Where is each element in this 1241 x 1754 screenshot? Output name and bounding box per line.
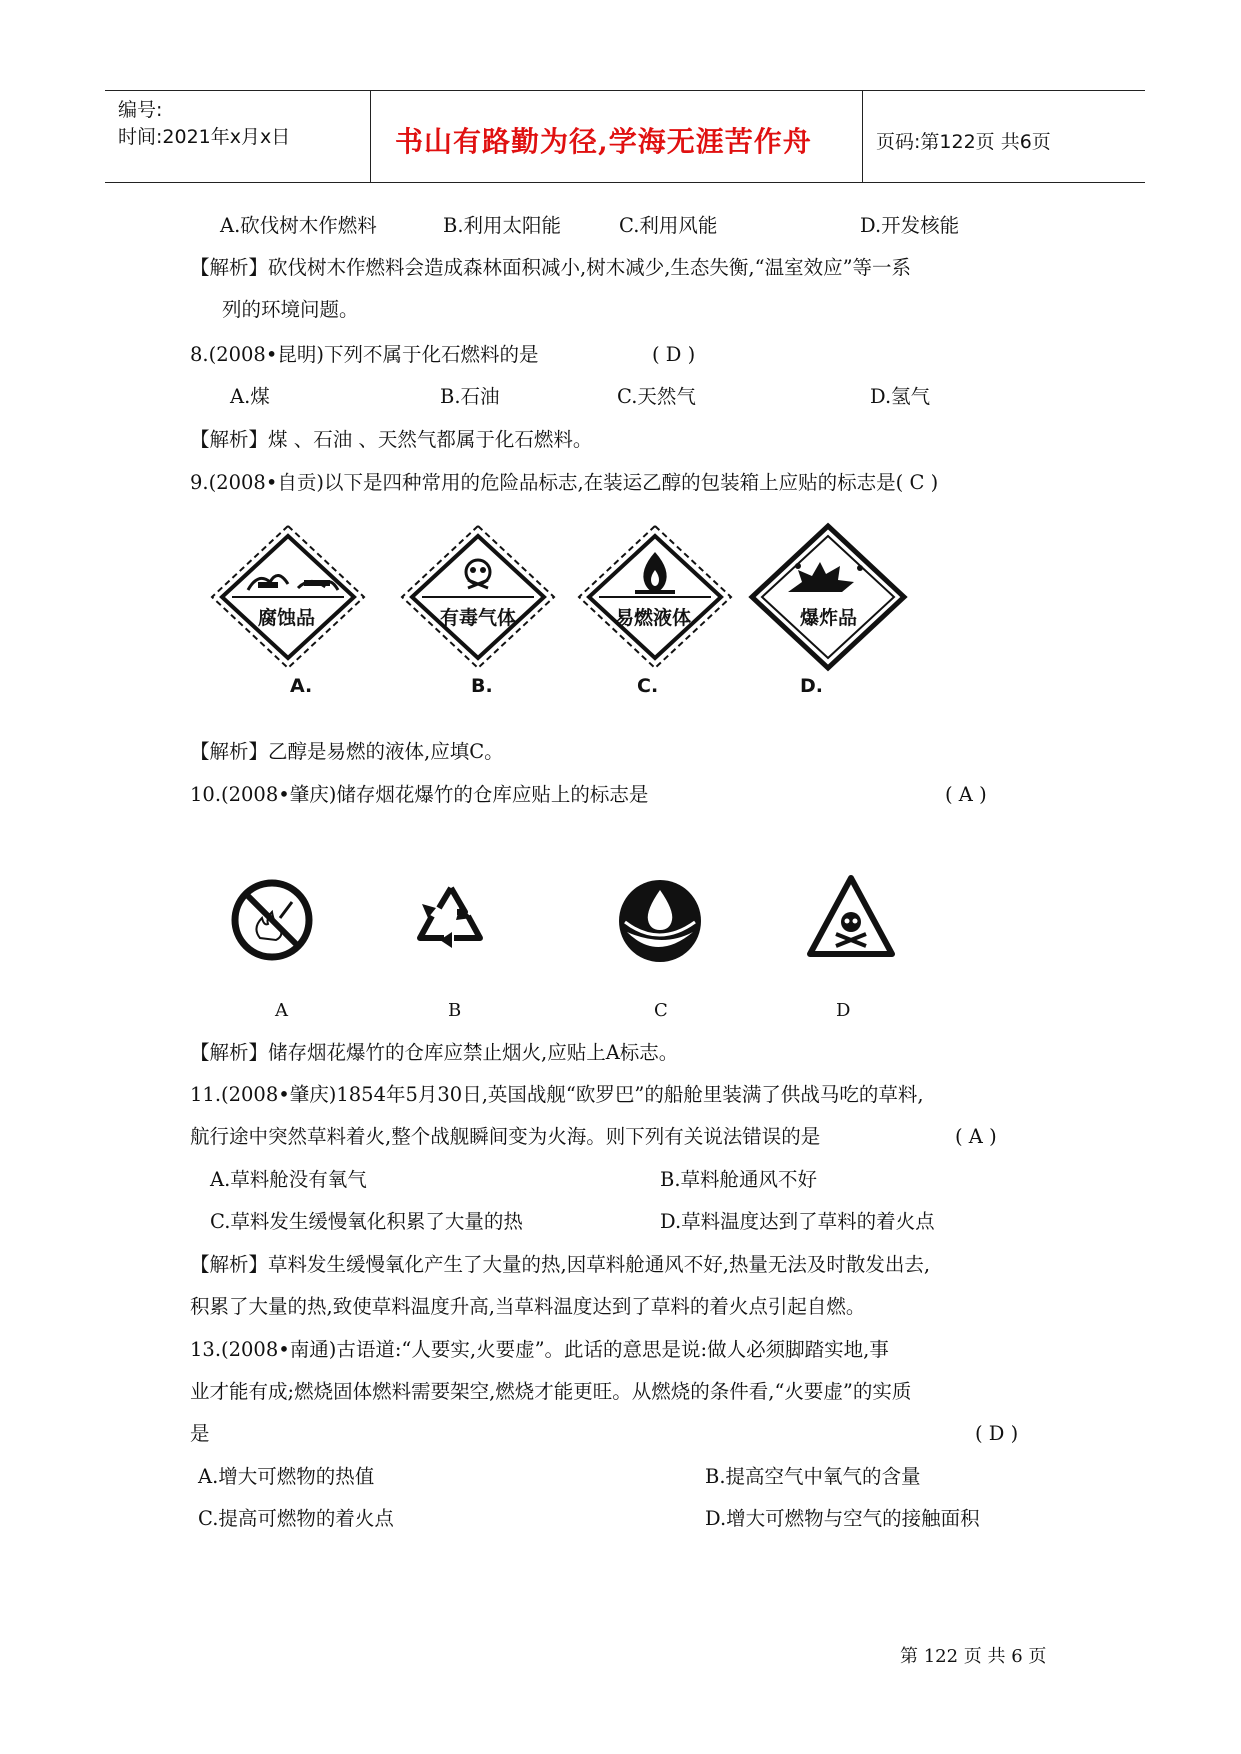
q13-option-d: D.增大可燃物与空气的接触面积	[705, 1507, 980, 1530]
toxic-gas-icon	[398, 522, 558, 672]
sign-a-label: 腐蚀品	[258, 607, 316, 629]
q11-stem-line2: 航行途中突然草料着火,整个战舰瞬间变为火海。则下列有关说法错误的是	[190, 1125, 821, 1148]
header-bottom-rule	[105, 182, 1145, 183]
q13-answer: ( D )	[975, 1422, 1019, 1445]
sign-b-letter: B.	[471, 675, 493, 697]
q11-answer: ( A )	[955, 1125, 997, 1148]
q11-option-b: B.草料舱通风不好	[660, 1168, 818, 1191]
q11-analysis-line2: 积累了大量的热,致使草料温度升高,当草料温度达到了草料的着火点引起自燃。	[190, 1295, 866, 1318]
q8-option-a: A.煤	[230, 385, 270, 408]
q10-letter-c: C	[654, 1000, 668, 1021]
q10-letter-b: B	[448, 1000, 462, 1021]
q8-analysis: 【解析】煤 、石油 、天然气都属于化石燃料。	[190, 428, 593, 451]
recycle-icon	[408, 878, 494, 964]
page-footer: 第 122 页 共 6 页	[900, 1646, 1047, 1667]
q11-option-d: D.草料温度达到了草料的着火点	[660, 1210, 935, 1233]
sign-c-letter: C.	[637, 675, 659, 697]
q7-analysis-line2: 列的环境问题。	[222, 298, 359, 321]
q7-option-b: B.利用太阳能	[443, 214, 562, 237]
q8-stem: 8.(2008•昆明)下列不属于化石燃料的是	[190, 343, 539, 366]
q13-stem-line1: 13.(2008•南通)古语道:“人要实,火要虚”。此话的意思是说:做人必须脚踏实地,事	[190, 1338, 889, 1361]
explosive-icon	[748, 522, 908, 672]
q13-stem-line3: 是	[190, 1422, 210, 1445]
q7-option-c: C.利用风能	[619, 214, 718, 237]
q11-stem-line1: 11.(2008•肇庆)1854年5月30日,英国战舰“欧罗巴”的船舱里装满了供战马吃的草料,	[190, 1083, 924, 1106]
q11-analysis-line1: 【解析】草料发生缓慢氧化产生了大量的热,因草料舱通风不好,热量无法及时散发出去,	[190, 1253, 931, 1276]
q9-stem: 9.(2008•自贡)以下是四种常用的危险品标志,在装运乙醇的包装箱上应贴的标志是( C )	[190, 471, 939, 494]
q7-analysis-line1: 【解析】砍伐树木作燃料会造成森林面积减小,树木减少,生态失衡,“温室效应”等一系	[190, 256, 912, 279]
header-motto: 书山有路勤为径,学海无涯苦作舟	[395, 125, 812, 158]
header-time-label: 时间:2021年x月x日	[118, 126, 291, 148]
corrosive-icon	[208, 522, 368, 672]
sign-c-label: 易燃液体	[615, 607, 692, 629]
q10-letter-a: A	[275, 1000, 288, 1021]
header-divider-left	[370, 90, 371, 182]
sign-a-letter: A.	[290, 675, 313, 697]
q8-option-c: C.天然气	[617, 385, 696, 408]
header-divider-right	[862, 90, 863, 182]
q9-analysis: 【解析】乙醇是易燃的液体,应填C。	[190, 740, 504, 763]
header-page-info: 页码:第122页 共6页	[876, 131, 1051, 153]
header-top-rule	[105, 90, 1145, 91]
q11-option-c: C.草料发生缓慢氧化积累了大量的热	[210, 1210, 523, 1233]
q7-option-d: D.开发核能	[860, 214, 960, 237]
water-saving-icon	[615, 876, 705, 966]
sign-b-label: 有毒气体	[440, 607, 517, 629]
q10-letter-d: D	[836, 1000, 851, 1021]
q13-option-b: B.提高空气中氧气的含量	[705, 1465, 921, 1488]
sign-d-label: 爆炸品	[800, 607, 858, 629]
flammable-liquid-icon	[575, 522, 735, 672]
poison-warning-icon	[806, 874, 896, 960]
q8-option-d: D.氢气	[870, 385, 931, 408]
sign-d-letter: D.	[800, 675, 823, 697]
no-fire-icon	[230, 878, 314, 962]
q7-option-a: A.砍伐树木作燃料	[220, 214, 377, 237]
q13-option-c: C.提高可燃物的着火点	[198, 1507, 394, 1530]
q8-answer: ( D )	[652, 343, 696, 366]
q13-option-a: A.增大可燃物的热值	[198, 1465, 375, 1488]
q10-stem: 10.(2008•肇庆)储存烟花爆竹的仓库应贴上的标志是	[190, 783, 649, 806]
q11-option-a: A.草料舱没有氧气	[210, 1168, 367, 1191]
q10-analysis: 【解析】储存烟花爆竹的仓库应禁止烟火,应贴上A标志。	[190, 1041, 679, 1064]
q10-answer: ( A )	[945, 783, 987, 806]
q13-stem-line2: 业才能有成;燃烧固体燃料需要架空,燃烧才能更旺。从燃烧的条件看,“火要虚”的实质	[190, 1380, 912, 1403]
q8-option-b: B.石油	[440, 385, 500, 408]
header-number-label: 编号:	[118, 99, 163, 121]
